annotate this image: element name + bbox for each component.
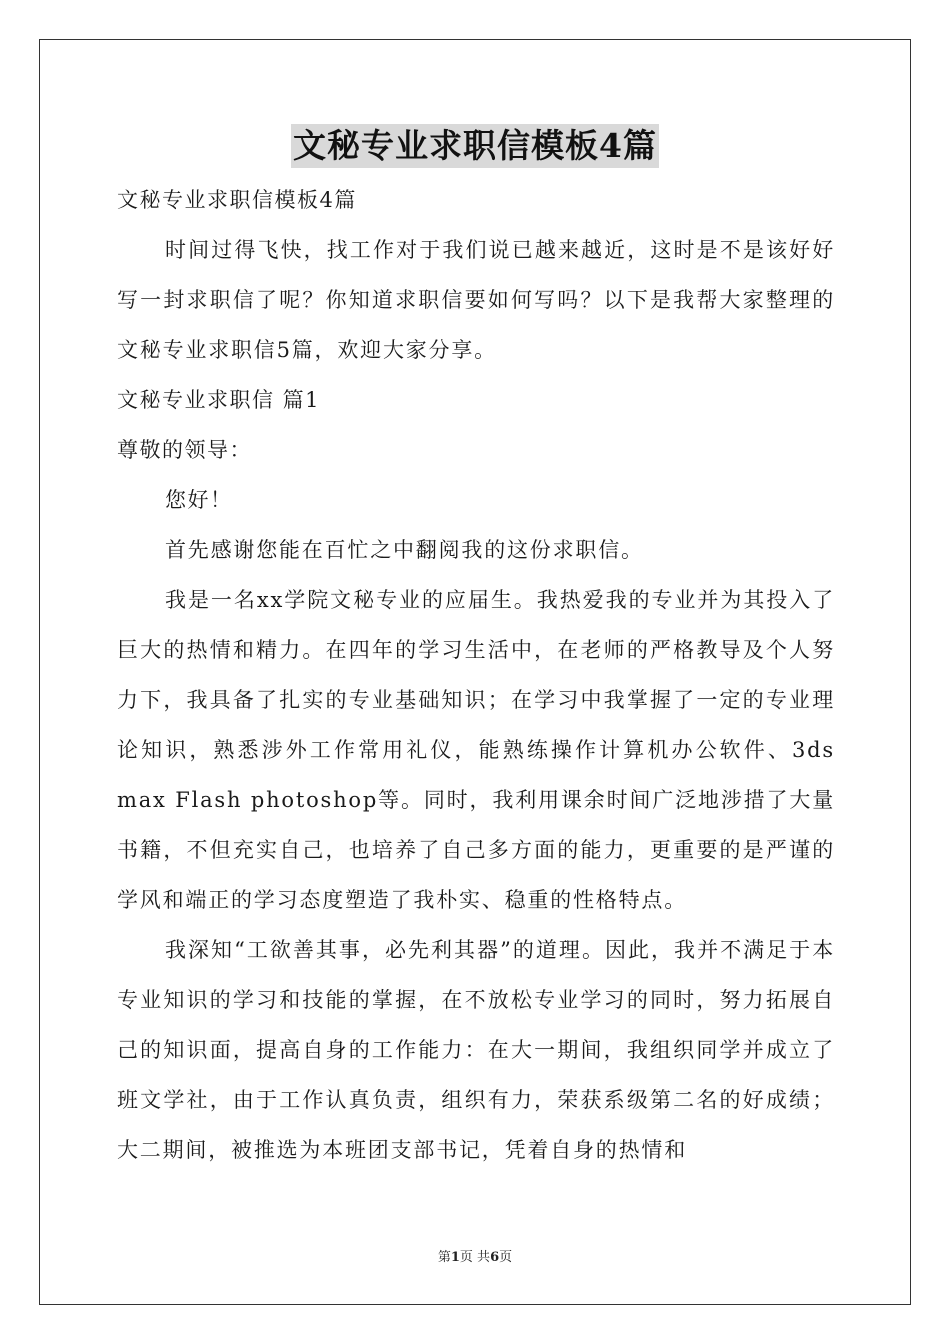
footer-page-suffix: 页: [499, 1250, 513, 1265]
intro-paragraph: 时间过得飞快，找工作对于我们说已越来越近，这时是不是该好好写一封求职信了呢？你知道求职信要如何写吗？以下是我帮大家整理的文秘专业求职信5篇，欢迎大家分享。: [117, 238, 835, 362]
salutation: 尊敬的领导：: [117, 438, 252, 462]
document-title: 文秘专业求职信模板4篇: [291, 124, 659, 168]
footer-page-total: 6: [490, 1250, 500, 1265]
section-heading: 文秘专业求职信 篇1: [117, 388, 321, 412]
greeting: 您好！: [165, 488, 233, 512]
paragraph-thanks: 首先感谢您能在百忙之中翻阅我的这份求职信。: [165, 538, 644, 562]
footer-page-current: 1: [450, 1250, 460, 1265]
paragraph-background: 我是一名xx学院文秘专业的应届生。我热爱我的专业并为其投入了巨大的热情和精力。在四年的学习生活中，在老师的严格教导及个人努力下，我具备了扎实的专业基础知识；在学习中我掌握了一定的专业理论知识，熟悉涉外工作常用礼仪，能熟练操作计算机办公软件、3ds max Flash photoshop等。同时，我利用课余时间广泛地涉措了大量书籍，不但充实自己，也培养了自己多方面的能力，更重要的是严谨的学风和端正的学习态度塑造了我朴实、稳重的性格特点。: [117, 588, 835, 912]
title-container: [0, 124, 950, 168]
footer-page-mid: 页 共: [459, 1250, 491, 1265]
document-body: [117, 175, 835, 1175]
page-footer: [0, 1246, 950, 1265]
paragraph-activities: 我深知“工欲善其事，必先利其器”的道理。因此，我并不满足于本专业知识的学习和技能的掌握，在不放松专业学习的同时，努力拓展自己的知识面，提高自身的工作能力：在大一期间，我组织同学并成立了班文学社，由于工作认真负责，组织有力，荣获系级第二名的好成绩；大二期间，被推选为本班团支部书记，凭着自身的热情和: [117, 938, 835, 1162]
footer-page-prefix: 第: [437, 1250, 451, 1265]
document-subtitle: 文秘专业求职信模板4篇: [117, 188, 357, 212]
